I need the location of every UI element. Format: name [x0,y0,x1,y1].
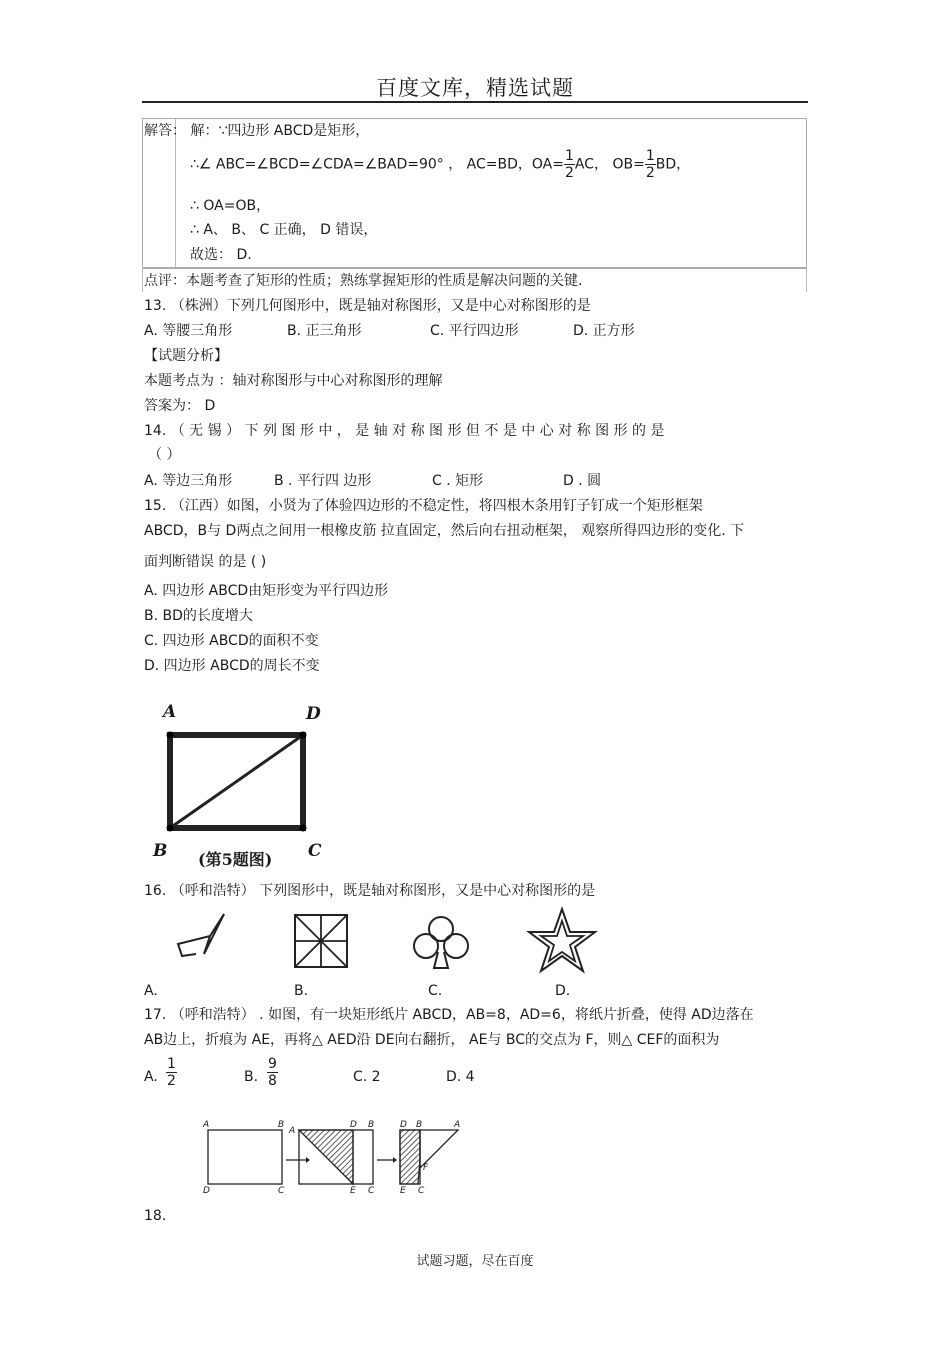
answer-line-2-c: BD， [655,156,691,173]
q15-diagonal [170,735,303,828]
q13-option-c: C. 平行四边形 [430,323,519,339]
answer-line-1: 解答： 解：∵四边形 ABCD是矩形， [144,123,370,139]
q17-option-a-fraction: $\frac{1}{2}$ [167,1056,176,1089]
q17-fig3-label-d: D [400,1120,407,1130]
q15-label-a: A [163,702,177,722]
q17-option-d: D. 4 [446,1069,475,1085]
q17-fig3-label-e: E [400,1186,406,1196]
q13-answer: 答案为： D [144,398,216,414]
q17-option-b-fraction: $\frac{9}{8}$ [268,1056,277,1089]
q15-option-a: A. 四边形 ABCD由矩形变为平行四边形 [144,583,389,599]
q15-caption: (第5题图) [198,850,273,869]
q17-line-1: 17. （呼和浩特） . 如图，有一块矩形纸片 ABCD，AB=8，AD=6，将纸片折叠，使得 AD边落在 [144,1007,754,1023]
q17-fig3-label-b: B [416,1120,423,1130]
fraction-half-2: $\frac{1}{2}$ [645,148,655,181]
q13-option-a: A. 等腰三角形 [144,323,233,339]
q14-option-b: B . 平行四 边形 [274,473,372,489]
q15-option-d: D. 四边形 ABCD的周长不变 [144,658,320,674]
page-title: 百度文库，精选试题 [376,76,574,100]
q14-stem: 14. （ 无 锡 ） 下 列 图 形 中 ， 是 轴 对 称 图 形 但 不 是 中 心 对 称 图 形 的 是 [144,423,665,439]
q16-option-d: D. [555,983,571,999]
answer-line-2 [190,148,690,181]
q17-panel-1 [208,1130,282,1184]
q17-fig3-label-f: F [423,1163,429,1173]
q17-option-a: A. [144,1069,158,1085]
comment-text: 点评：本题考查了矩形的性质；熟练掌握矩形的性质是解决问题的关键. [144,273,583,289]
q13-option-d: D. 正方形 [573,323,635,339]
q13-stem: 13. （株洲）下列几何图形中，既是轴对称图形，又是中心对称图形的是 [144,298,591,314]
title-rule [142,101,808,103]
q15-option-b: B. BD的长度增大 [144,608,253,624]
q17-folding-figure [200,1118,470,1203]
q17-fig2-label-e: E [350,1186,356,1196]
q16-option-a: A. [144,983,158,999]
answer-line-4: ∴ A、 B、 C 正确， D 错误， [190,222,378,238]
q17-fig1-label-b: B [278,1120,285,1130]
answer-line-5: 故选： D. [190,247,252,263]
q15-line-3: 面判断错误 的是 ( ) [144,554,267,570]
q13-analysis: 本题考点为 ：轴对称图形与中心对称图形的理解 [144,373,443,389]
q17-option-b: B. [244,1069,259,1085]
q17-fig2-label-a: A [289,1126,296,1136]
fraction-half-1: $\frac{1}{2}$ [564,148,574,181]
q15-label-c: C [308,841,322,861]
q17-fig1-label-d: D [203,1186,210,1196]
q17-fig1-label-a: A [203,1120,210,1130]
q16-stem: 16. （呼和浩特） 下列图形中，既是轴对称图形，又是中心对称图形的是 [144,883,596,899]
q14-paren: （ ） [148,447,181,463]
q18-label: 18. [144,1208,167,1224]
q16-option-c: C. [428,983,443,999]
q17-fig1-label-c: C [278,1186,285,1196]
q17-fig2-label-b: B [368,1120,375,1130]
q15-line-2: ABCD，B与 D两点之间用一根橡皮筋 拉直固定，然后向右扭动框架， 观察所得四边形的变化. 下 [144,523,745,539]
q15-label-b: B [153,841,168,861]
answer-line-2-b: AC， OB= [574,156,645,173]
q17-fig2-label-c: C [368,1186,375,1196]
q17-fig3-label-a: A [454,1120,461,1130]
q14-option-c: C . 矩形 [432,473,484,489]
pinwheel-icon [292,912,350,970]
q15-line-1: 15. （江西）如图，小贤为了体验四边形的不稳定性，将四根木条用钉子钉成一个矩形框架 [144,498,703,514]
answer-line-3: ∴ OA=OB， [190,198,271,214]
star-icon [527,907,597,973]
q17-fig3-label-c: C [418,1186,425,1196]
q15-option-c: C. 四边形 ABCD的面积不变 [144,633,319,649]
page-footer: 试题习题，尽在百度 [416,1254,534,1269]
q17-option-c: C. 2 [353,1069,381,1085]
q15-label-d: D [306,704,321,724]
q17-fig2-label-d: D [350,1120,357,1130]
q16-option-b: B. [294,983,309,999]
flag-shape-icon [170,910,230,970]
answer-box-divider [175,119,176,268]
q13-analysis-head: 【试题分析】 [144,348,228,364]
answer-line-2-a: ∴∠ ABC=∠BCD=∠CDA=∠BAD=90° ， AC=BD，OA= [190,156,564,173]
q13-option-b: B. 正三角形 [287,323,362,339]
club-icon [410,912,472,972]
q14-option-a: A. 等边三角形 [144,473,233,489]
q14-option-d: D . 圆 [563,473,602,489]
q17-line-2: AB边上，折痕为 AE，再将△ AED沿 DE向右翻折， AE与 BC的交点为 F，则△ CEF的面积为 [144,1032,720,1048]
